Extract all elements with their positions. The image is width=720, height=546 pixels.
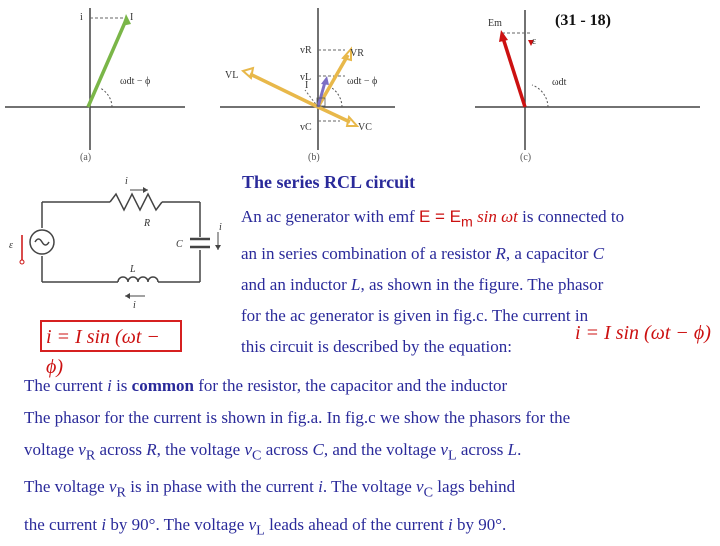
c-angle-label: ωdt bbox=[552, 77, 567, 88]
a-angle-label: ωdt − ϕ bbox=[120, 76, 151, 87]
bottom-line-1: The current i is common for the resistor, the capacitor and the inductor bbox=[24, 376, 508, 395]
b-angle-label: ωdt − ϕ bbox=[347, 76, 378, 87]
circuit-emf-label: ε bbox=[9, 240, 13, 251]
c-emf-phasor bbox=[503, 38, 525, 107]
a-angle-arc bbox=[100, 88, 112, 107]
a-i-label: i bbox=[80, 12, 83, 23]
b-vC-label: vC bbox=[300, 122, 312, 133]
b-VR-label: VR bbox=[350, 48, 364, 59]
circuit-i-side: i bbox=[219, 222, 222, 233]
slide-number: (31 - 18) bbox=[555, 12, 611, 29]
circuit-C-label: C bbox=[176, 239, 183, 250]
circuit-L-label: L bbox=[130, 264, 136, 275]
para-line-3: and an inductor L, as shown in the figure. The phasor bbox=[241, 275, 604, 295]
b-VR-phasor bbox=[318, 55, 348, 107]
b-caption: (b) bbox=[308, 152, 320, 163]
b-VL-arrowhead bbox=[243, 68, 253, 78]
c-Em-label: Em bbox=[488, 18, 502, 29]
rcl-circuit-diagram bbox=[0, 170, 240, 310]
c-emf-arrowhead bbox=[499, 30, 508, 42]
inductor-symbol bbox=[118, 277, 158, 282]
c-caption: (c) bbox=[520, 152, 532, 163]
b-vR-label: vR bbox=[300, 45, 312, 56]
b-I-arrowhead bbox=[321, 76, 329, 85]
para-line-4: for the ac generator is given in fig.c. The current in bbox=[241, 306, 589, 326]
b-angle-arc bbox=[332, 88, 342, 107]
current-equation: i = I sin (ωt − ϕ) bbox=[575, 322, 711, 344]
bottom-line-5: the current i by 90°. The voltage $v_L$ leads ahead of the current i by 90°. bbox=[24, 514, 507, 539]
para-line-5: this circuit is described by the equation: bbox=[241, 337, 512, 357]
phasor-figure-b bbox=[215, 0, 405, 170]
b-VC-phasor bbox=[318, 107, 350, 122]
b-I-label: I bbox=[305, 80, 309, 91]
bottom-line-2: The phasor for the current is shown in fig.a. In fig.c we show the phasors for the bbox=[24, 408, 571, 427]
section-title: The series RCL circuit bbox=[242, 172, 416, 192]
phasor-figure-c bbox=[470, 0, 720, 170]
bottom-line-3: voltage $v_R$ across R, the voltage $v_C$ across C, and the voltage $v_L$ across L. bbox=[24, 440, 522, 464]
bottom-line-4: The voltage $v_R$ is in phase with the current i. The voltage $v_C$ lags behind bbox=[24, 477, 516, 501]
a-I-label: I bbox=[130, 12, 134, 23]
c-e-label: ε bbox=[532, 36, 537, 47]
phasor-figure-a bbox=[0, 0, 190, 170]
boxed-current-equation: i = I sin (ωt − ϕ) bbox=[40, 320, 182, 352]
explanation-text bbox=[24, 370, 714, 546]
b-VC-label: VC bbox=[358, 122, 372, 133]
b-VC-arrowhead bbox=[347, 117, 357, 126]
circuit-R-label: R bbox=[144, 218, 151, 229]
para-line-2: an in series combination of a resistor R, a capacitor C bbox=[241, 244, 605, 264]
c-angle-arc bbox=[532, 85, 548, 107]
a-caption: (a) bbox=[80, 152, 92, 163]
circuit-i-bottom: i bbox=[133, 300, 136, 310]
b-VL-label: VL bbox=[225, 70, 239, 81]
b-vL-label: vL bbox=[300, 72, 312, 83]
resistor-symbol bbox=[110, 194, 162, 210]
circuit-i-top: i bbox=[125, 176, 128, 187]
para-line-1: An ac generator with emf $E = E_m$ sin ωt is connected to bbox=[241, 207, 625, 231]
a-current-phasor bbox=[88, 20, 126, 107]
